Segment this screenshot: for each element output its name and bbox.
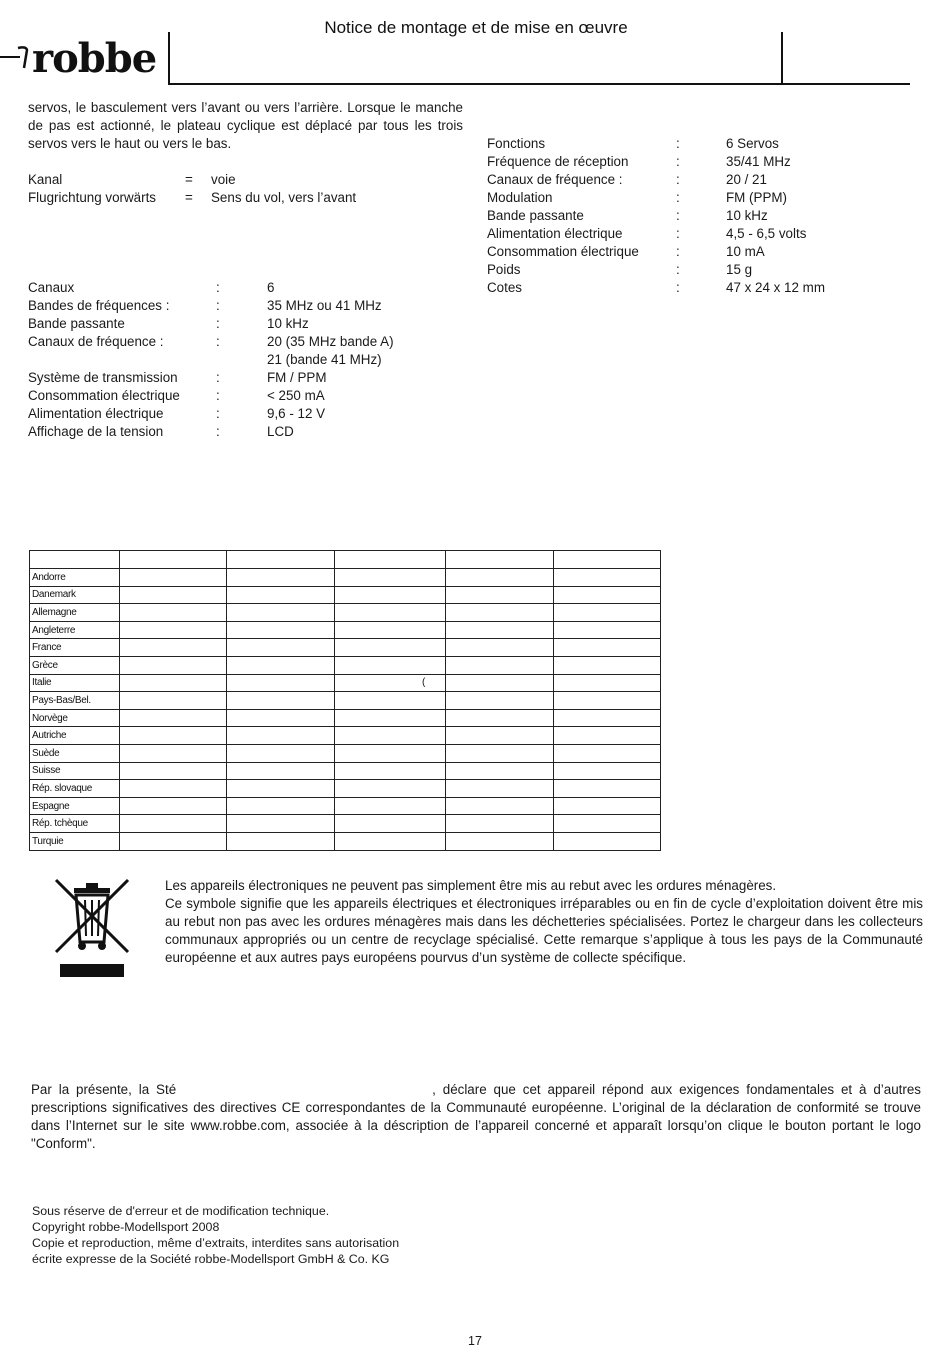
country-cell: Pays-Bas/Bel. [30, 692, 120, 710]
country-cell: Allemagne [30, 604, 120, 622]
spec-sep: : [216, 334, 220, 349]
italie-mark: ( [335, 674, 446, 692]
receiver-spec-list [487, 135, 927, 297]
spec-row [487, 225, 927, 243]
spec-label: Canaux de fréquence : [28, 334, 164, 349]
country-cell: Danemark [30, 586, 120, 604]
spec-sep: : [676, 244, 680, 259]
glossary-sep: = [185, 190, 193, 205]
spec-sep: : [676, 136, 680, 151]
robbe-logo [0, 35, 170, 88]
spec-value: 35 MHz ou 41 MHz [267, 298, 382, 313]
spec-label: Système de transmission [28, 370, 178, 385]
spec-sep: : [216, 370, 220, 385]
glossary-value: Sens du vol, vers l’avant [211, 190, 357, 205]
table-row [30, 797, 661, 815]
spec-row [28, 405, 468, 423]
spec-row [28, 387, 468, 405]
glossary-row [28, 171, 468, 189]
spec-row [487, 261, 927, 279]
header-divider-left [168, 32, 170, 85]
spec-row [487, 135, 927, 153]
spec-value: 47 x 24 x 12 mm [726, 280, 825, 295]
table-row [30, 639, 661, 657]
table-cell [446, 551, 554, 569]
spec-row [28, 315, 468, 333]
country-cell: Turquie [30, 832, 120, 850]
glossary-list [28, 171, 468, 207]
crossed-out-wheelie-bin-icon [52, 876, 132, 980]
spec-label: Bande passante [28, 316, 125, 331]
spec-label: Affichage de la tension [28, 424, 164, 439]
spec-sep: : [216, 424, 220, 439]
spec-value: 10 kHz [726, 208, 768, 223]
country-cell: Suède [30, 744, 120, 762]
table-row [30, 762, 661, 780]
logo-wordmark: robbe [32, 35, 157, 82]
page-number: 17 [468, 1334, 482, 1348]
table-row [30, 727, 661, 745]
table-row [30, 586, 661, 604]
spec-row [487, 207, 927, 225]
table-cell [30, 551, 120, 569]
spec-sep: : [676, 280, 680, 295]
table-row [30, 569, 661, 587]
spec-label: Canaux de fréquence : [487, 172, 623, 187]
declaration-paragraph [31, 1081, 921, 1153]
declaration-body: , déclare que cet appareil répond aux exigences fondamentales et à d’autres prescriptions significatives des directives CE correspondantes de la Communauté européenne. L’original de la déclaration de conformité se trouve dans l’Internet sur le site www.robbe.com, associée à la déscription de l’appareil concerné et apparaît lorsqu’on clique le bouton portant le logo "Conform". [31, 1082, 921, 1151]
glossary-term: Kanal [28, 172, 63, 187]
spec-row [28, 351, 468, 369]
spec-label: Fréquence de réception [487, 154, 629, 169]
copyright-line: Copyright robbe-Modellsport 2008 [32, 1220, 220, 1234]
table-row [30, 832, 661, 850]
logo-mark-icon [0, 44, 30, 70]
spec-label: Consommation électrique [28, 388, 180, 403]
spec-sep: : [216, 298, 220, 313]
spec-sep: : [676, 262, 680, 277]
weee-notice [165, 877, 923, 967]
spec-row [28, 279, 468, 297]
table-row [30, 674, 661, 692]
spec-sep: : [676, 154, 680, 169]
table-row [30, 656, 661, 674]
table-cell [554, 551, 661, 569]
copyright-line: Copie et reproduction, même d’extraits, interdites sans autorisation [32, 1236, 400, 1250]
spec-label: Modulation [487, 190, 553, 205]
country-cell: Rép. tchèque [30, 815, 120, 833]
country-cell: Espagne [30, 797, 120, 815]
spec-value: LCD [267, 424, 294, 439]
country-cell: Andorre [30, 569, 120, 587]
spec-value: 6 Servos [726, 136, 779, 151]
table-row [30, 621, 661, 639]
spec-value: FM (PPM) [726, 190, 787, 205]
spec-value: 15 g [726, 262, 753, 277]
spec-label: Fonctions [487, 136, 546, 151]
spec-row [487, 171, 927, 189]
spec-row [28, 333, 468, 351]
header-divider-right [781, 32, 783, 85]
spec-sep: : [216, 388, 220, 403]
table-row [30, 780, 661, 798]
spec-value: 6 [267, 280, 275, 295]
table-cell [335, 551, 446, 569]
spec-row [28, 297, 468, 315]
spec-label: Cotes [487, 280, 522, 295]
spec-value: 10 kHz [267, 316, 309, 331]
weee-line1: Les appareils électroniques ne peuvent pas simplement être mis au rebut avec les ordures ménagères. [165, 878, 777, 893]
table-cell [227, 551, 335, 569]
copyright-line: Sous réserve de d'erreur et de modification technique. [32, 1204, 330, 1218]
page-title: Notice de montage et de mise en œuvre [324, 18, 628, 37]
spec-sep: : [676, 190, 680, 205]
country-cell: Autriche [30, 727, 120, 745]
spec-value: < 250 mA [267, 388, 325, 403]
spec-sep: : [216, 406, 220, 421]
spec-value: 20 / 21 [726, 172, 767, 187]
spec-label: Bande passante [487, 208, 584, 223]
country-cell: Angleterre [30, 621, 120, 639]
country-cell: France [30, 639, 120, 657]
table-header-row [30, 551, 661, 569]
spec-row [28, 423, 468, 441]
spec-row [487, 279, 927, 297]
glossary-term: Flugrichtung vorwärts [28, 190, 157, 205]
declaration-prefix: Par la présente, la Sté [31, 1082, 177, 1097]
table-row [30, 692, 661, 710]
spec-label: Canaux [28, 280, 75, 295]
transmitter-spec-list [28, 279, 468, 441]
intro-paragraph: servos, le basculement vers l’avant ou vers l’arrière. Lorsque le manche de pas est actionné, le plateau cyclique est déplacé par tous les trois servos vers le haut ou vers le bas. [28, 100, 463, 151]
copyright-line: écrite expresse de la Société robbe-Modellsport GmbH & Co. KG [32, 1252, 390, 1266]
country-cell: Norvège [30, 709, 120, 727]
table-cell [120, 551, 227, 569]
table-row [30, 744, 661, 762]
spec-row [28, 369, 468, 387]
spec-row [487, 189, 927, 207]
spec-value: 21 (bande 41 MHz) [267, 352, 382, 367]
spec-value: 20 (35 MHz bande A) [267, 334, 394, 349]
table-row [30, 815, 661, 833]
spec-value: 4,5 - 6,5 volts [726, 226, 807, 241]
spec-label: Alimentation électrique [28, 406, 164, 421]
spec-label: Consommation électrique [487, 244, 639, 259]
copyright-note [32, 1203, 512, 1267]
spec-sep: : [216, 280, 220, 295]
country-cell: Rép. slovaque [30, 780, 120, 798]
spec-value: FM / PPM [267, 370, 327, 385]
spec-value: 35/41 MHz [726, 154, 791, 169]
spec-sep: : [676, 226, 680, 241]
spec-sep: : [216, 316, 220, 331]
table-row [30, 604, 661, 622]
country-cell: Suisse [30, 762, 120, 780]
glossary-row [28, 189, 468, 207]
spec-row [487, 153, 927, 171]
spec-value: 9,6 - 12 V [267, 406, 326, 421]
country-frequency-table [29, 550, 661, 851]
spec-sep: : [676, 172, 680, 187]
spec-sep: : [676, 208, 680, 223]
spec-value: 10 mA [726, 244, 765, 259]
glossary-value: voie [211, 172, 236, 187]
weee-body: Ce symbole signifie que les appareils électriques et électroniques irréparables ou en fin de cycle d’exploitation doivent être mis au rebut non pas avec les ordures ménagères mais dans les déchetteries spécialisées. Portez le chargeur dans les collecteurs communaux appropriés ou un centre de recyclage spécialisé. Cette remarque s’applique à tous les pays de la Communauté européenne et aux autres pays européens pourvus d’un système de collecte spécifique. [165, 896, 923, 965]
header-rule [170, 83, 910, 85]
country-cell: Italie [30, 674, 120, 692]
spec-label: Poids [487, 262, 521, 277]
spec-row [487, 243, 927, 261]
spec-label: Alimentation électrique [487, 226, 623, 241]
glossary-sep: = [185, 172, 193, 187]
spec-label: Bandes de fréquences : [28, 298, 170, 313]
table-row [30, 709, 661, 727]
country-cell: Grèce [30, 656, 120, 674]
